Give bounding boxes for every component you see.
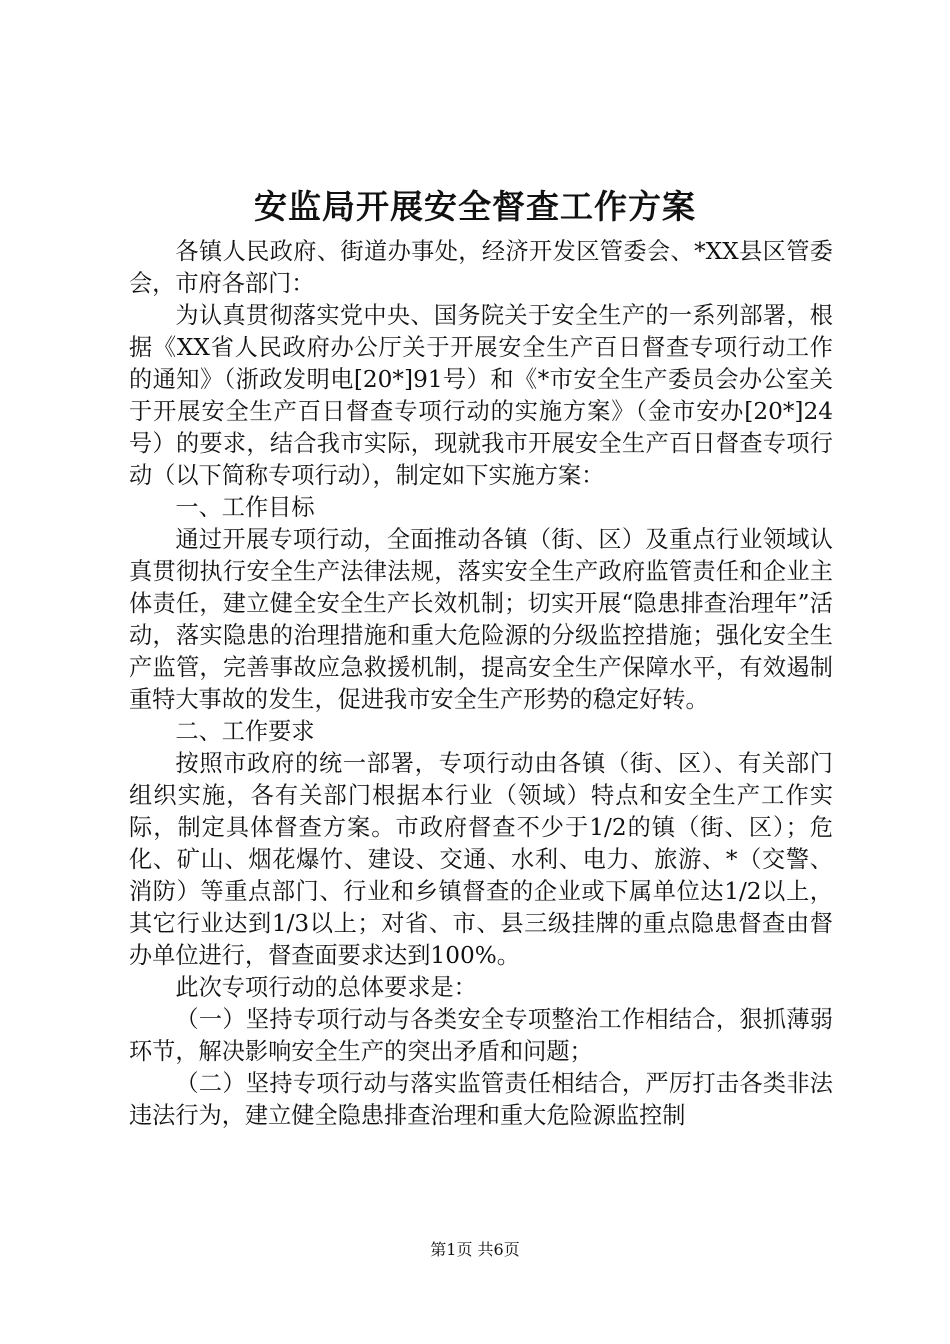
paragraph-item-2: （二）坚持专项行动与落实监管责任相结合，严厉打击各类非法违法行为，建立健全隐患排查治理和重大危险源监控制 bbox=[129, 1070, 833, 1129]
paragraph-intro: 为认真贯彻落实党中央、国务院关于安全生产的一系列部署，根据《XX省人民政府办公厅关于开展安全生产百日督查专项行动工作的通知》（浙政发明电[20*]91号）和《*市安全生产委员会办公室关于开展安全生产百日督查专项行动的实施方案》（金市安办[20*]24号）的要求，结合我市实际，现就我市开展安全生产百日督查专项行动（以下简称专项行动），制定如下实施方案： bbox=[129, 302, 833, 489]
paragraph-item-1: （一）坚持专项行动与各类安全专项整治工作相结合，狠抓薄弱环节，解决影响安全生产的突出矛盾和问题； bbox=[129, 1006, 833, 1065]
paragraph-goals: 通过开展专项行动，全面推动各镇（街、区）及重点行业领域认真贯彻执行安全生产法律法规，落实安全生产政府监管责任和企业主体责任，建立健全安全生产长效机制；切实开展“隐患排查治理年”活动，落实隐患的治理措施和重大危险源的分级监控措施；强化安全生产监管，完善事故应急救援机制，提高安全生产保障水平，有效遏制重特大事故的发生，促进我市安全生产形势的稳定好转。 bbox=[129, 526, 833, 713]
paragraph-overall-requirements: 此次专项行动的总体要求是： bbox=[175, 974, 477, 1001]
document-title: 安监局开展安全督查工作方案 bbox=[254, 187, 696, 226]
paragraph-addressees: 各镇人民政府、街道办事处，经济开发区管委会、*XX县区管委会，市府各部门： bbox=[129, 238, 833, 297]
section-heading-requirements: 二、工作要求 bbox=[175, 718, 315, 745]
section-heading-goals: 一、工作目标 bbox=[175, 494, 315, 521]
paragraph-requirements: 按照市政府的统一部署，专项行动由各镇（街、区）、有关部门组织实施，各有关部门根据本行业（领域）特点和安全生产工作实际，制定具体督查方案。市政府督查不少于1/2的镇（街、区）；危化、矿山、烟花爆竹、建设、交通、水利、电力、旅游、*（交警、消防）等重点部门、行业和乡镇督查的企业或下属单位达1/2以上，其它行业达到1/3以上；对省、市、县三级挂牌的重点隐患督查由督办单位进行，督查面要求达到100%。 bbox=[129, 750, 833, 969]
page-number-footer: 第1页 共6页 bbox=[430, 1240, 520, 1259]
document-body bbox=[129, 236, 833, 1132]
